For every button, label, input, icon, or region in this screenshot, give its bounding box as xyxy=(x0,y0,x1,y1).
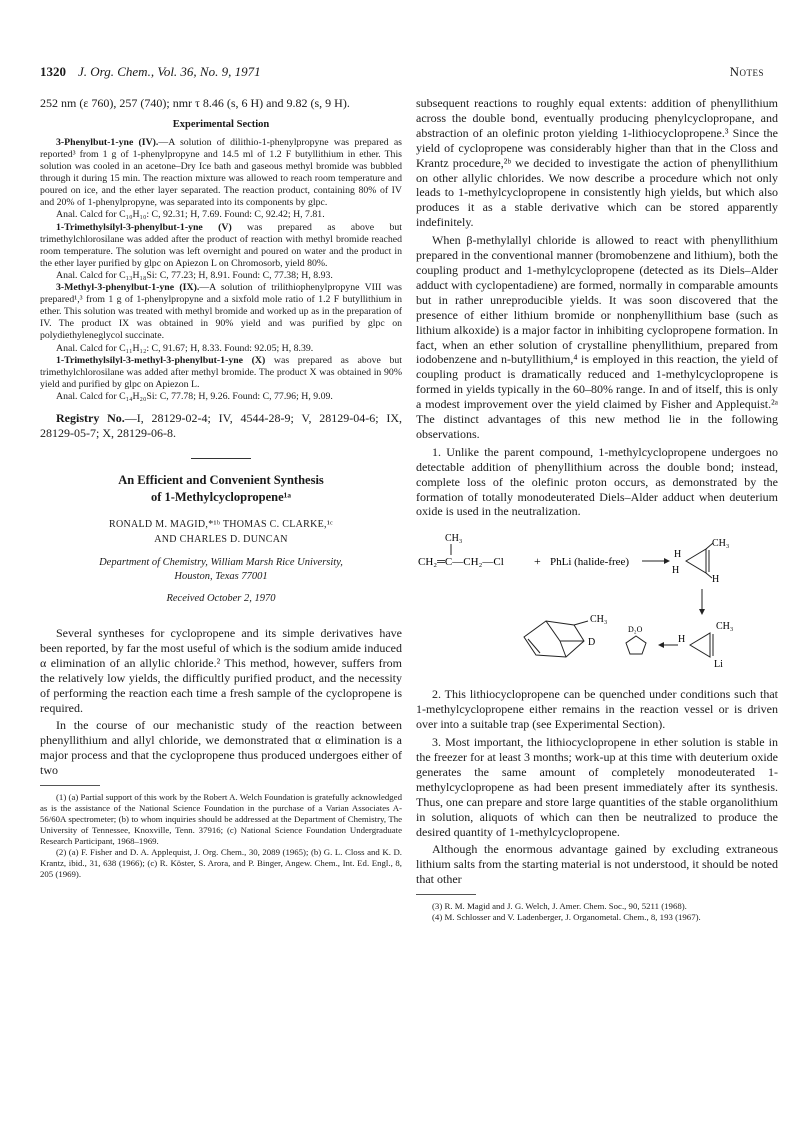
intro-text: 252 nm (ε 760), 257 (740); nmr τ 8.46 (s, 6 H) and 9.82 (s, 9 H). xyxy=(40,96,350,110)
footnote-divider xyxy=(40,785,100,786)
analysis-4: Anal. Calcd for C₁₄H₂₀Si: C, 77.78; H, 9.26. Found: C, 77.96; H, 9.09. xyxy=(56,390,333,402)
body-paragraph-2: In the course of our mechanistic study of the reaction between phenyllithium and allyl chloride, we demonstrated that α elimination is a major process and that the cyclopropene thus produced undergoes either of two xyxy=(40,718,402,778)
scheme-li: Li xyxy=(714,659,723,671)
authors-line-2: AND CHARLES D. DUNCAN xyxy=(154,533,288,545)
experimental-heading: Experimental Section xyxy=(172,118,270,130)
scheme-plus: + xyxy=(534,554,541,569)
exp-text: —A solution of trilithiophenylpropyne VIII was prepared¹,³ from 1 g of 1-phenylpropyne and a sixfold mole ratio of 1.2 F butyllithium in ether. This solution was treated with methyl bromide and worked up as in the preparation of IV. The product IX was obtained in 90% yield and was purified by glpc on polydiethyleneglycol succinate. xyxy=(40,282,402,342)
arrow-head-icon xyxy=(664,558,670,564)
cyclopropene-ring xyxy=(686,549,706,573)
body-paragraph-3: subsequent reactions to roughly equal extents: addition of phenyllithium across the double bond, eventually producing phenylcyclopropane, and abstraction of an olefinic proton yielding 1-lithiocyclopropene.³ Since the yield of cyclopropene was considerably higher than that in the Closs and Krantz procedure,²ᵇ we decided to investigate the action of phenyllithium on other allylic chlorides. We now describe a procedure which not only leads to 1-methylcyclopropene in consistently high yields, but which also produces it as a stable derivative which can be stored apparently indefinitely. xyxy=(416,96,778,230)
scheme-ch3-top: CH₃ xyxy=(445,533,463,545)
affiliation xyxy=(40,556,402,584)
registry-label: Registry No. xyxy=(56,410,125,425)
scheme-ch3: CH₃ xyxy=(590,614,608,626)
body-paragraph-1: Several syntheses for cyclopropene and its simple derivatives have been reported, by far the most useful of which is the sodium amide induced α elimination of an allylic chloride.² This method, however, suffers from the relatively low yields, the difficultly purified product, and the necessity of performing the reaction each time a fresh sample of the cyclopropene is required. xyxy=(40,625,402,715)
compound-title: 1-Trimethylsilyl-3-phenylbut-1-yne (V) xyxy=(56,221,232,233)
footnote-1: (1) (a) Partial support of this work by the Robert A. Welch Foundation is gratefully acknowledged as is the assistance of the National Science Foundation in the purchase of a Varian Associates A-56/60A spectrometer; (b) to whom inquiries should be addressed at the Department of Chemistry, The University of Tennessee, Knoxville, Tenn. 37916; (c) National Science Foundation Undergraduate Research Participant, 1968–1969. xyxy=(40,792,402,847)
scheme-d2o: D₂O xyxy=(628,625,643,635)
divider xyxy=(191,458,251,459)
article-title xyxy=(40,472,402,506)
page-number: 1320 xyxy=(40,64,66,79)
scheme-reagent: PhLi (halide-free) xyxy=(550,556,630,569)
body-paragraph-5: 1. Unlike the parent compound, 1-methylcyclopropene undergoes no detectable addition of phenyllithium across the double bond; instead, complete loss of the olefinic proton occurs, as demonstrated by the formation of totally monodeuterated Diels–Alder adduct when deuterium oxide is used in the neutralization. xyxy=(416,444,778,519)
compound-title: 3-Methyl-3-phenylbut-1-yne (IX). xyxy=(56,282,200,294)
registry-text: —I, 28129-02-4; IV, 4544-28-9; V, 28129-04-6; IX, 28129-05-7; X, 28129-06-8. xyxy=(40,410,402,440)
article-title-line-2: of 1-Methylcyclopropene¹ᵃ xyxy=(150,489,292,504)
affiliation-line-1: Department of Chemistry, William Marsh Rice University, xyxy=(99,556,343,568)
right-column xyxy=(416,96,778,923)
analysis-3: Anal. Calcd for C₁₁H₁₂: C, 91.67; H, 8.33. Found: 92.05; H, 8.39. xyxy=(56,342,314,354)
bond-line xyxy=(546,621,560,641)
scheme-ch3: CH₃ xyxy=(716,621,734,633)
scheme-d: D xyxy=(588,637,596,649)
footnote-2: (2) (a) F. Fisher and D. A. Applequist, J. Org. Chem., 30, 2089 (1965); (b) G. L. Closs and K. D. Krantz, ibid., 31, 638 (1966); (c) R. Köster, S. Arora, and P. Binger, Angew. Chem., Int. Ed. Engl., 8, 205 (1969). xyxy=(40,847,402,880)
scheme-h: H xyxy=(712,574,720,586)
scheme-h: H xyxy=(678,634,686,646)
exp-paragraph-1 xyxy=(40,137,402,210)
arrow-head-icon xyxy=(699,609,705,615)
footnote-divider xyxy=(416,894,476,895)
exp-paragraph-2 xyxy=(40,222,402,270)
authors xyxy=(40,517,402,547)
section-name: Notes xyxy=(729,64,764,79)
cyclopropene-ring xyxy=(690,633,710,657)
running-header xyxy=(40,64,764,84)
compound-title: 1-Trimethylsilyl-3-methyl-3-phenylbut-1-yne (X) xyxy=(56,354,266,366)
exp-text: was prepared as above but trimethylchlorosilane was added after the product of reaction with methyl bromide reached room temperature. The solution was left overnight and poured on water and the product in the ether layer purified by glpc on Apiezon L on Chromosorb, yield 80%. xyxy=(40,221,402,269)
bond-line xyxy=(574,621,588,625)
analysis-1: Anal. Calcd for C₁₀H₁₀: C, 92.31; H, 7.69. Found: C, 92.42; H, 7.81. xyxy=(56,209,325,221)
scheme-reactant: CH₂═C—CH₂—Cl xyxy=(418,556,504,569)
left-column xyxy=(40,96,402,880)
bond-line xyxy=(560,641,566,657)
exp-paragraph-3 xyxy=(40,282,402,342)
exp-text: —A solution of dilithio-1-phenylpropyne was prepared as reported³ from 1 g of 1-phenylpropyne and 14.5 ml of 1.2 F butyllithium in ether. This solution was cooled in an acetone–Dry Ice bath and gaseous methyl bromide was bubbled through it during 15 min. The reaction mixture was allowed to reach room temperature and poured on ice, and the ether layer separated. The reaction product, containing 80% of IV and 20% of 1-phenylpropyne, was separated into its components by glpc. xyxy=(40,136,402,209)
body-paragraph-4: When β-methylallyl chloride is allowed to react with phenyllithium prepared in the conventional manner (bromobenzene and lithium), both the coupling product and 1-methylcyclopropene (detected as its Diels–Alder adduct with cyclopentadiene) are formed, normally in comparable amounts but in rather unreproducible yields. It was soon discovered that the presence of either lithium bromide or nonphenyllithium base (such as lithium alkoxide) is a major factor in inhibiting cyclopropene formation. In fact, when an ether solution of crystalline phenyllithium, prepared from iodobenzene and n-butyllithium,⁴ is employed in this reaction, the yield of coupling product is dramatically reduced and 1-methylcyclopropene is formed in yields typically in the 60–80% range. In and of itself, this is only a modest improvement over the yield claimed by Fisher and Applequist.²ᵃ The distinct advantages of this new method lie in the following observations. xyxy=(416,233,778,441)
registry-numbers xyxy=(40,411,402,441)
body-paragraph-6: 2. This lithiocyclopropene can be quenched under conditions such that 1-methylcyclopropene either remains in the reaction vessel or is driven over into a suitable trap (see Experimental Section). xyxy=(416,687,778,732)
footnote-4: (4) M. Schlosser and V. Ladenberger, J. Organometal. Chem., 8, 193 (1967). xyxy=(432,912,701,923)
analysis-2: Anal. Calcd for C₁₃H₁₈Si: C, 77.23; H, 8.91. Found: C, 77.38; H, 8.93. xyxy=(56,269,333,281)
scheme-h: H xyxy=(674,549,682,561)
affiliation-line-2: Houston, Texas 77001 xyxy=(174,570,268,582)
arrow-head-icon xyxy=(658,642,664,648)
compound-title: 3-Phenylbut-1-yne (IV). xyxy=(56,136,159,148)
journal-citation: J. Org. Chem., Vol. 36, No. 9, 1971 xyxy=(78,64,261,79)
exp-paragraph-4 xyxy=(40,355,402,391)
authors-line-1: RONALD M. MAGID,*¹ᵇ THOMAS C. CLARKE,¹ᶜ xyxy=(108,518,333,530)
body-paragraph-7: 3. Most important, the lithiocyclopropene in ether solution is stable in the freezer for at least 3 months; work-up at this time with deuterium oxide generates the same amount of completely monodeuterated 1-methylcyclopropene as had been present immediately after its synthesis. Thus, one can prepare and store large quantities of the stable organolithium in solution, aliquots of which can then be neutralized to produce the desired quantity of 1-methylcyclopropene. xyxy=(416,735,778,839)
cyclopentadiene-ring xyxy=(626,636,646,654)
footnote-3: (3) R. M. Magid and J. G. Welch, J. Amer. Chem. Soc., 90, 5211 (1968). xyxy=(432,901,687,912)
received-date: Received October 2, 1970 xyxy=(166,592,276,604)
scheme-h: H xyxy=(672,565,680,577)
scheme-ch3: CH₃ xyxy=(712,538,730,550)
adduct-skeleton xyxy=(524,621,584,657)
body-paragraph-8: Although the enormous advantage gained by excluding extraneous lithium salts from the starting material is not understood, it should be noted that other xyxy=(416,842,778,887)
exp-text: was prepared as above but trimethylchlorosilane was added after methyl bromide. The product X was obtained in 90% yield and purified by glpc on Apiezon L. xyxy=(40,354,402,390)
reaction-scheme xyxy=(416,529,778,679)
article-title-line-1: An Efficient and Convenient Synthesis xyxy=(118,472,324,487)
